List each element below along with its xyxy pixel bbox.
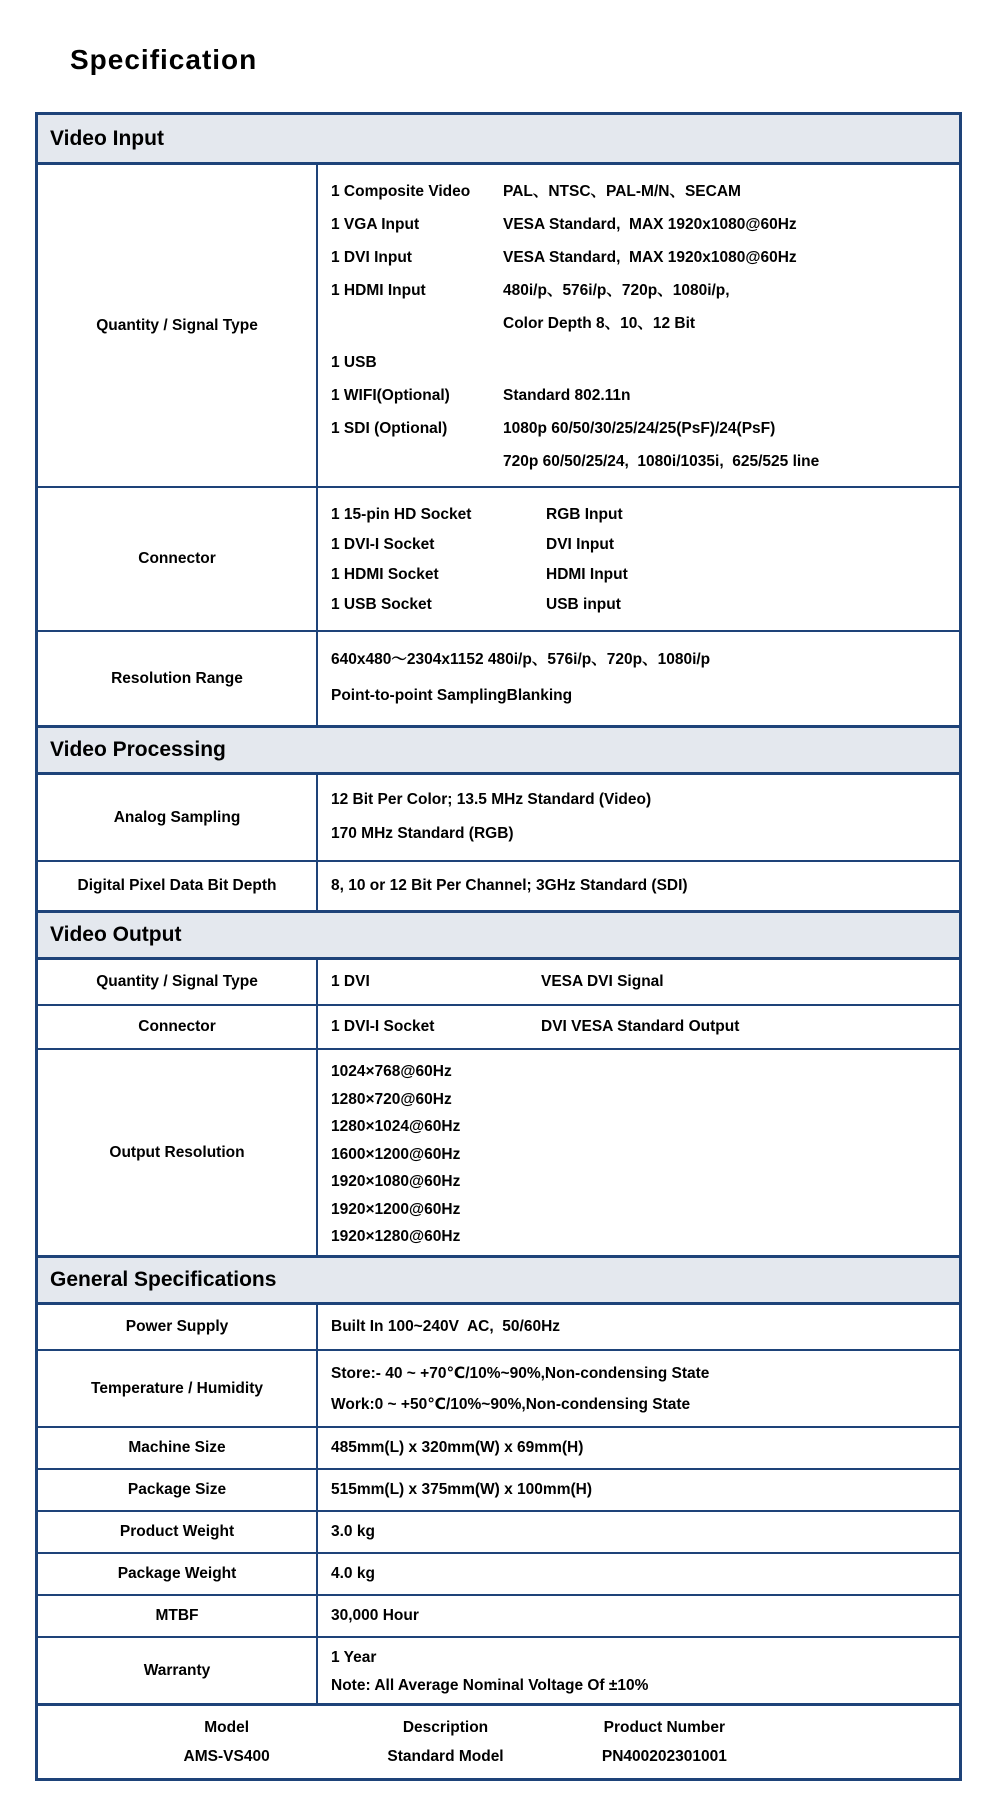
row-product-weight xyxy=(38,1510,959,1552)
spec-line xyxy=(331,1318,951,1336)
spec-line xyxy=(331,1523,951,1541)
row-video-output-connector xyxy=(38,1004,959,1048)
spec-line xyxy=(331,1141,951,1169)
spec-line-name: 1 DVI xyxy=(331,973,370,990)
spec-line-desc: 1080p 60/50/30/25/24/25(PsF)/24(PsF) xyxy=(503,420,776,437)
section-title: Video Processing xyxy=(50,738,226,761)
spec-line xyxy=(331,642,951,678)
spec-line-desc: 480i/p、576i/p、720p、1080i/p, xyxy=(503,282,730,299)
row-temperature-humidity xyxy=(38,1349,959,1426)
row-label: Quantity / Signal Type xyxy=(38,165,318,486)
row-value xyxy=(318,1351,959,1426)
footer-value: PN400202301001 xyxy=(601,1748,727,1765)
row-warranty xyxy=(38,1636,959,1703)
row-video-output-quantity-signal-type xyxy=(38,960,959,1004)
spec-line-name: 1 Composite Video xyxy=(331,183,471,200)
spec-line xyxy=(331,445,951,478)
spec-line-text: Work:0 ~ +50℃/10%~90%,Non-condensing State xyxy=(331,1396,691,1413)
spec-line xyxy=(331,1196,951,1224)
page-title: Specification xyxy=(70,44,258,75)
spec-line-name: 1 SDI (Optional) xyxy=(331,420,448,437)
spec-line xyxy=(331,1358,951,1389)
spec-line xyxy=(331,1086,951,1114)
row-label: Output Resolution xyxy=(38,1050,318,1255)
row-resolution-range xyxy=(38,630,959,725)
section-header-video-output xyxy=(38,910,959,960)
spec-line-text: 1600×1200@60Hz xyxy=(331,1145,461,1163)
spec-line-desc: VESA Standard, MAX 1920x1080@60Hz xyxy=(503,249,797,266)
row-machine-size xyxy=(38,1426,959,1468)
row-value xyxy=(318,1638,959,1703)
spec-line-text: Store:- 40 ~ +70℃/10%~90%,Non-condensing State xyxy=(331,1365,710,1382)
spec-line xyxy=(331,241,951,274)
row-video-input-quantity-signal-type xyxy=(38,165,959,486)
spec-line xyxy=(331,208,951,241)
row-value xyxy=(318,165,959,486)
section-header-video-input xyxy=(38,115,959,165)
row-value xyxy=(318,1006,959,1048)
spec-line xyxy=(331,274,951,307)
row-value xyxy=(318,1470,959,1510)
row-label: Resolution Range xyxy=(38,632,318,725)
row-mtbf xyxy=(38,1594,959,1636)
spec-line-text: Built In 100~240V AC, 50/60Hz xyxy=(331,1318,561,1335)
spec-line xyxy=(331,817,951,851)
row-label: Machine Size xyxy=(38,1428,318,1468)
spec-line xyxy=(331,346,951,379)
spec-line xyxy=(331,412,951,445)
row-value xyxy=(318,488,959,630)
model-footer xyxy=(38,1703,959,1778)
spec-line xyxy=(331,1389,951,1420)
spec-line xyxy=(331,175,951,208)
spec-line xyxy=(331,1058,951,1086)
row-value xyxy=(318,1428,959,1468)
spec-line-name: 1 USB Socket xyxy=(331,596,432,613)
spec-line xyxy=(331,783,951,817)
row-value xyxy=(318,862,959,910)
spec-line-desc: DVI VESA Standard Output xyxy=(541,1018,740,1035)
spec-line-name: 1 WIFI(Optional) xyxy=(331,387,450,404)
row-label: Temperature / Humidity xyxy=(38,1351,318,1426)
spec-line-name xyxy=(331,445,503,478)
spec-line-text: 1024×768@60Hz xyxy=(331,1063,452,1080)
row-value xyxy=(318,1512,959,1552)
spec-line-name: 1 USB xyxy=(331,354,377,371)
spec-line-text: 30,000 Hour xyxy=(331,1607,419,1624)
spec-line xyxy=(331,1223,951,1251)
spec-line-name: 1 VGA Input xyxy=(331,216,420,233)
section-title: Video Input xyxy=(50,126,164,150)
section-header-video-processing xyxy=(38,725,959,775)
spec-line-text: Point-to-point SamplingBlanking xyxy=(331,687,573,704)
row-label: Warranty xyxy=(38,1638,318,1703)
row-value xyxy=(318,1050,959,1255)
spec-line-text: 485mm(L) x 320mm(W) x 69mm(H) xyxy=(331,1439,584,1456)
row-package-weight xyxy=(38,1552,959,1594)
spec-line xyxy=(331,307,951,340)
spec-line-text: 170 MHz Standard (RGB) xyxy=(331,825,514,842)
row-value xyxy=(318,632,959,725)
spec-line xyxy=(331,1168,951,1196)
spec-line-text: 515mm(L) x 375mm(W) x 100mm(H) xyxy=(331,1481,593,1498)
footer-col-model xyxy=(117,1713,336,1771)
spec-line-desc: RGB Input xyxy=(546,506,623,523)
footer-header: Description xyxy=(402,1719,489,1736)
spec-line xyxy=(331,1672,951,1700)
spec-line xyxy=(331,1018,951,1036)
spec-line-desc: Standard 802.11n xyxy=(503,387,631,404)
spec-line-desc: USB input xyxy=(546,596,621,613)
spec-line-name: 1 DVI-I Socket xyxy=(331,1018,435,1035)
spec-line xyxy=(331,530,951,560)
spec-line xyxy=(331,1481,951,1499)
row-value xyxy=(318,1305,959,1349)
spec-line-desc: 720p 60/50/25/24, 1080i/1035i, 625/525 line xyxy=(503,453,820,470)
spec-line-name: 1 DVI-I Socket xyxy=(331,536,435,553)
row-label: Power Supply xyxy=(38,1305,318,1349)
row-analog-sampling xyxy=(38,775,959,860)
row-value xyxy=(318,960,959,1004)
spec-line-text: 4.0 kg xyxy=(331,1565,375,1582)
spec-line xyxy=(331,973,951,991)
spec-line-name: 1 DVI Input xyxy=(331,249,412,266)
footer-col-description xyxy=(336,1713,555,1771)
row-video-input-connector xyxy=(38,486,959,630)
spec-line-text: 1280×1024@60Hz xyxy=(331,1118,461,1135)
row-value xyxy=(318,775,959,860)
spec-line-name: 1 15-pin HD Socket xyxy=(331,506,472,523)
spec-line-text: 1920×1280@60Hz xyxy=(331,1228,461,1245)
spec-line xyxy=(331,590,951,620)
spec-line xyxy=(331,560,951,590)
spec-line-text: 640x480～2304x1152 480i/p、576i/p、720p、1080i/p xyxy=(331,651,711,668)
spec-line xyxy=(331,1113,951,1141)
spec-line-text: 1280×720@60Hz xyxy=(331,1090,452,1108)
row-label: Package Weight xyxy=(38,1554,318,1594)
row-digital-pixel-data-bit-depth xyxy=(38,860,959,910)
footer-value: Standard Model xyxy=(387,1748,504,1765)
footer-value: AMS-VS400 xyxy=(183,1748,270,1765)
spec-line xyxy=(331,500,951,530)
row-label: Quantity / Signal Type xyxy=(38,960,318,1004)
spec-line-text: 8, 10 or 12 Bit Per Channel; 3GHz Standard (SDI) xyxy=(331,877,688,894)
row-power-supply xyxy=(38,1305,959,1349)
spec-line xyxy=(331,379,951,412)
section-header-general-specifications xyxy=(38,1255,959,1305)
spec-line-desc: HDMI Input xyxy=(546,566,628,583)
spec-line xyxy=(331,877,951,895)
spec-line-text: 12 Bit Per Color; 13.5 MHz Standard (Video) xyxy=(331,791,652,808)
row-label: Package Size xyxy=(38,1470,318,1510)
spec-line-desc: Color Depth 8、10、12 Bit xyxy=(503,315,696,332)
row-label: Connector xyxy=(38,488,318,630)
spec-line xyxy=(331,1607,951,1625)
spec-line xyxy=(331,1565,951,1583)
section-title: Video Output xyxy=(50,923,182,946)
spec-line xyxy=(331,1644,951,1672)
row-package-size xyxy=(38,1468,959,1510)
section-title: General Specifications xyxy=(50,1268,277,1291)
spec-line-desc: VESA Standard, MAX 1920x1080@60Hz xyxy=(503,216,797,233)
spec-line-desc: PAL、NTSC、PAL-M/N、SECAM xyxy=(503,183,741,200)
spec-line-text: 3.0 kg xyxy=(331,1523,375,1540)
spec-line-name: 1 HDMI Socket xyxy=(331,566,439,583)
spec-line-name xyxy=(331,307,503,340)
spec-line-desc: VESA DVI Signal xyxy=(541,973,664,990)
spec-line-text: Note: All Average Nominal Voltage Of ±10% xyxy=(331,1677,649,1694)
row-label: Product Weight xyxy=(38,1512,318,1552)
spec-line-text: 1920×1200@60Hz xyxy=(331,1200,461,1218)
row-label: Analog Sampling xyxy=(38,775,318,860)
row-output-resolution xyxy=(38,1048,959,1255)
row-value xyxy=(318,1554,959,1594)
footer-header: Model xyxy=(204,1719,250,1736)
row-label: Connector xyxy=(38,1006,318,1048)
row-label: MTBF xyxy=(38,1596,318,1636)
footer-col-product-number xyxy=(555,1713,774,1771)
row-value xyxy=(318,1596,959,1636)
spec-line xyxy=(331,1439,951,1457)
spec-line xyxy=(331,678,951,714)
row-label: Digital Pixel Data Bit Depth xyxy=(38,862,318,910)
spec-line-name: 1 HDMI Input xyxy=(331,282,426,299)
spec-line-text: 1 Year xyxy=(331,1649,377,1666)
spec-line-text: 1920×1080@60Hz xyxy=(331,1173,461,1190)
footer-header: Product Number xyxy=(603,1719,726,1736)
spec-line-desc: DVI Input xyxy=(546,536,615,553)
specification-table xyxy=(35,112,962,1781)
